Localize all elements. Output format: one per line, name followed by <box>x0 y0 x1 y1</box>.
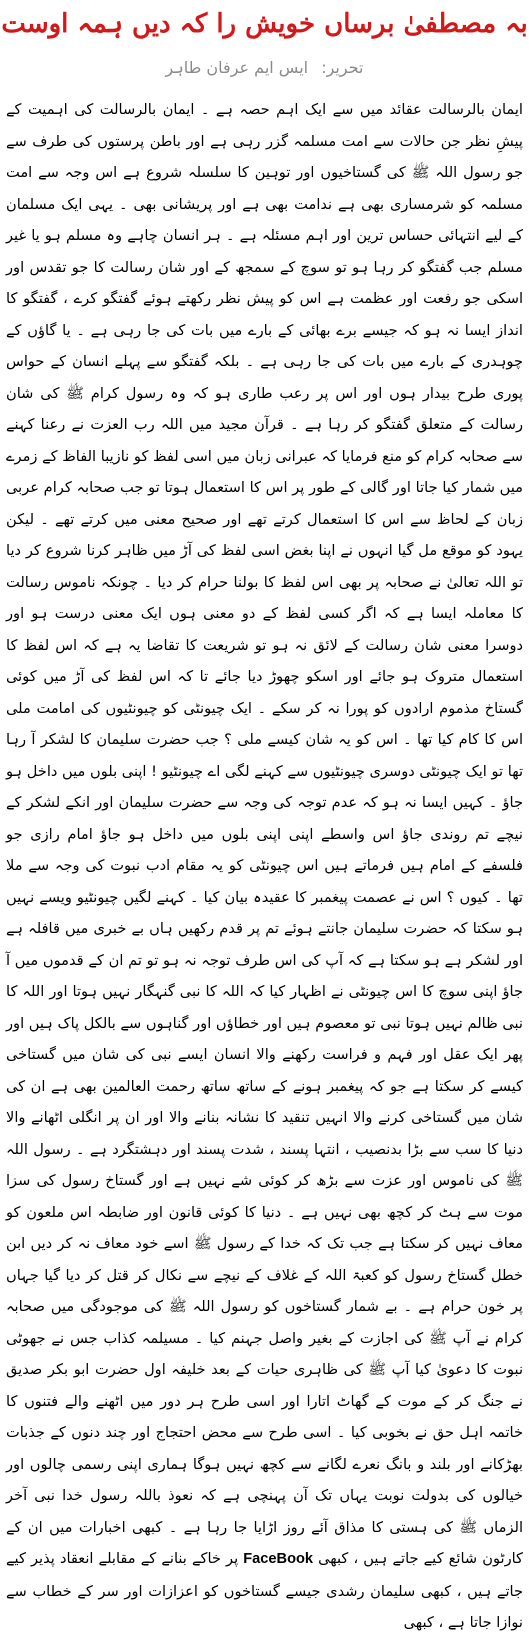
article-body <box>6 94 523 1639</box>
article-title: بہ مصطفیٰ برساں خویش را کہ دیں ہمہ اوست <box>1 9 528 39</box>
article-body-text-end: پر خاکے بنانے کے مقابلے انعقاد پذیر کیے جاتے ہیں ، کبھی سلیمان رشدی جیسے گستاخوں کو اعزازات اور سر کے خطاب سے نوازا جاتا ہے ، کبھی <box>6 1550 523 1631</box>
author-byline <box>0 56 529 80</box>
article-body-text: ایمان بالرسالت عقائد میں سے ایک اہم حصہ ہے ۔ ایمان بالرسالت کی اہمیت کے پیشِ نظر جن حالات سے امت مسلمہ گزر رہی ہے اور باطن پرستوں کی طرف سے جو رسول اللہ ﷺ کی گستاخیوں اور توہین کا سلسلہ شروع ہے اس وجہ سے امت مسلمہ کو شرمساری بھی ہے ندامت بھی ہے اور پریشانی بھی ۔ یہی ایک مسلمان کے لیے انتہائی حساس ترین اور اہم مسئلہ ہے ۔ ہر انسان چاہے وہ مسلم ہو یا غیر مسلم جب گفتگو کر رہا ہو تو سوچ کے سمجھ کے اور شان رسالت کا جو تقدس اور اسکی جو رفعت اور عظمت ہے اس کو پیش نظر رکھتے ہوئے گفتگو کرے ، گفتگو کا انداز ایسا نہ ہو کہ جیسے برے بھائی کے بارے میں بات کی جا رہی ہے ۔ یا گاؤں کے چوہدری کے بارے میں بات کی جا رہی ہے ۔ بلکہ گفتگو سے پہلے انسان کے حواس پوری طرح بیدار ہوں اور اس پر رعب طاری ہو کہ وہ رسول کرام ﷺ کی شان رسالت کے متعلق گفتگو کر رہا ہے ۔ قرآن مجید میں اللہ رب العزت نے رعنا کہنے سے صحابہ کرام کو منع فرمایا کہ عبرانی زبان میں اسی لفظ کو نازیبا الفاظ کے زمرے میں شمار کیا جاتا اور گالی کے طور پر اس کا استعمال ہوتا تو جب صحابہ کرام عربی زبان کے لحاظ سے اس کا استعمال کرتے تھے اور صحیح معنی میں کرتے تھے ۔ لیکن یہود کو موقع مل گیا انہوں نے اپنا بغض اسی لفظ کی آڑ میں ظاہر کرنا شروع کر دیا تو اللہ تعالیٰ نے صحابہ پر بھی اس لفظ کا بولنا حرام کر دیا ۔ چونکہ ناموس رسالت کا معاملہ ایسا ہے کہ اگر کسی لفظ کے دو معنی ہوں ایک معنی درست ہو اور دوسرا معنی شان رسالت کے لائق نہ ہو تو شریعت کا تقاضا یہ ہے کہ اس لفظ کا استعمال متروک ہو جائے اور اسکو چھوڑ دیا جائے تا کہ اس لفظ کی آڑ میں کوئی گستاخ مذموم ارادوں کو پورا نہ کر سکے ۔ ایک چیونٹی کو چیونٹیوں کی امامت ملی اس کا کام کیا تھا ۔ اس کو یہ شان کیسے ملی ؟ جب حضرت سلیمان کا لشکر آ رہا تھا تو ایک چیونٹی دوسری چیونٹیوں سے کہنے لگی اے چیونٹیو ! اپنی بلوں میں داخل ہو جاؤ ۔ کہیں ایسا نہ ہو کہ عدم توجہ کی وجہ سے حضرت سلیمان اور انکے لشکر کے نیچے تم روندی جاؤ اس واسطے اپنی اپنی بلوں میں داخل ہو جاؤ امام رازی جو فلسفے کے امام ہیں فرماتے ہیں اس چیونٹی کو یہ مقام ادب نبوت کی وجہ سے ملا تھا ۔ کیوں ؟ اس نے عصمت پیغمبر کا عقیدہ بیان کیا ۔ کہنے لگیں چیونٹیو ویسے نہیں ہو سکتا کہ حضرت سلیمان جانتے ہوئے تم پر قدم رکھیں ہاں بے خبری میں قافلہ ہے اور لشکر ہے ہو سکتا ہے کہ آپ کی اس طرف توجہ نہ ہو تو تم ان کے قدموں میں آ جاؤ اپنی سوچ کا اس چیونٹی نے اظہار کیا کہ اللہ کا نبی گنہگار نہیں ہوتا اور اللہ کا نبی ظالم نہیں ہوتا نبی تو معصوم ہیں اور خطاؤں اور گناہوں سے بالکل پاک ہیں اور پھر ایک عقل اور فہم و فراست رکھنے والا انسان ایسے نبی کی شان میں گستاخی کیسے کر سکتا ہے جو کہ پیغمبر ہونے کے ساتھ ساتھ رحمت العالمین بھی ہے ان کی شان میں گستاخی کرنے والا انہیں تنقید کا نشانہ بنانے والا اور ان پر انگلی اٹھانے والا دنیا کا سب سے بڑا بدنصیب ، انتہا پسند ، شدت پسند اور دہشتگرد ہے ۔ رسول اللہ ﷺ کی ناموس اور عزت سے بڑھ کر کوئی شے نہیں ہے اور گستاخ رسول کی سزا موت سے ہٹ کر کچھ بھی نہیں ہے ۔ دنیا کا کوئی قانون اور ضابطہ اس ملعون کو معاف نہیں کر سکتا ہے جب تک کہ خدا کے رسول ﷺ اسے خود معاف نہ کر دیں ابن خطل گستاخ رسول کو کعبۃ اللہ کے غلاف کے نیچے سے نکال کر قتل کر دیا گیا جہاں پر خون حرام ہے ۔ بے شمار گستاخوں کو رسول اللہ ﷺ کی موجودگی میں صحابہ کرام نے آپ ﷺ کی اجازت کے بغیر واصل جہنم کیا ۔ مسیلمہ کذاب جس نے جھوٹی نبوت کا دعویٰ کیا آپ ﷺ کی ظاہری حیات کے بعد خلیفہ اول حضرت ابو بکر صدیق نے جنگ کر کے موت کے گھاٹ اتارا اور اسی طرح ہر دور میں اٹھنے والے فتنوں کا خاتمہ اہل حق نے بخوبی کیا ۔ اسی طرح سے محض احتجاج اور چند دنوں کے جذبات بھڑکانے اور بلند و بانگ نعرے لگانے سے کچھ نہیں ہوگا ہماری اپنی رسمی چالوں اور خیالوں کی بدولت نوبت یہاں تک آن پہنچی ہے کہ نعوذ باللہ رسول خدا نبی آخر الزماں ﷺ کی ہستی کا مذاق آئے روز اڑایا جا رہا ہے ۔ کبھی اخبارات میں ان کے کارٹون شائع کیے جاتے ہیں ، کبھی <box>6 101 524 1567</box>
author-name: ایس ایم عرفان طاہر <box>165 58 309 77</box>
author-label: تحریر: <box>321 58 364 77</box>
facebook-mention: FaceBook <box>243 1551 314 1567</box>
